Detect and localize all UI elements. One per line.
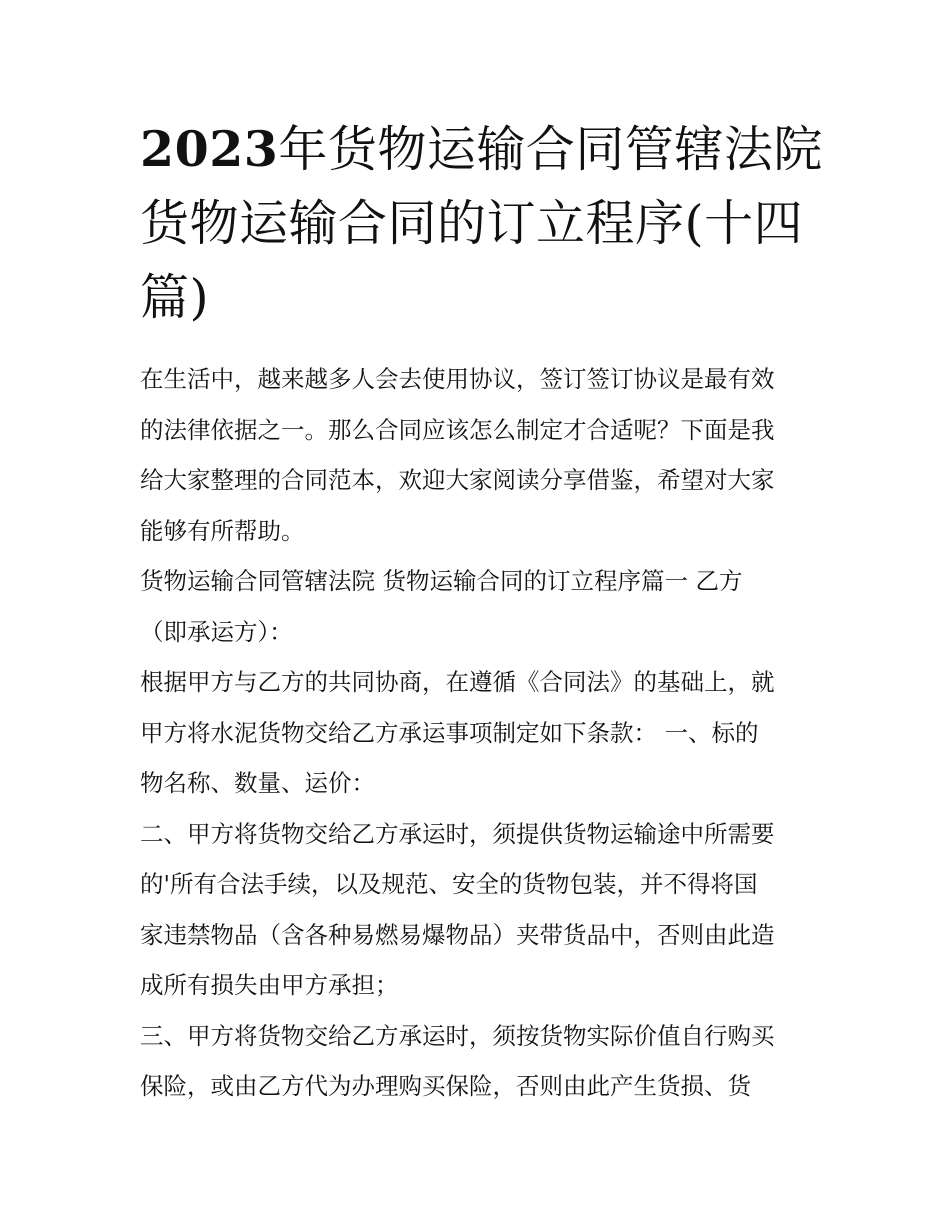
body-line: 的法律依据之一。那么合同应该怎么制定才合适呢？下面是我 [140,415,775,444]
body-line: 能够有所帮助。 [140,516,305,545]
body-line: 货物运输合同管辖法院 货物运输合同的订立程序篇一 乙方 [140,567,743,595]
title-text: 篇) [140,269,210,326]
body-line: 家违禁物品（含各种易燃易爆物品）夹带货品中，否则由此造 [140,920,775,949]
title-line [140,261,830,335]
body-line: 给大家整理的合同范本，欢迎大家阅读分享借鉴，希望对大家 [140,466,775,494]
body-line: 二、甲方将货物交给乙方承运时，须提供货物运输途中所需要 [140,819,775,848]
body-line: 的'所有合法手续，以及规范、安全的货物包装，并不得将国 [140,870,758,898]
title-text: 年货物运输合同管辖法院 [278,121,823,178]
body-line: 保险，或由乙方代为办理购买保险，否则由此产生货损、货 [140,1072,751,1100]
document-title [140,112,830,335]
body-line: （即承运方）： [140,617,293,646]
title-year: 2023 [140,120,279,178]
title-line [140,187,830,261]
title-text: 货物运输合同的订立程序(十四 [140,195,804,252]
body-line: 物名称、数量、运价： [140,769,375,797]
body-line: 甲方将水泥货物交给乙方承运事项制定如下条款： 一、标的 [140,718,759,747]
body-line: 在生活中，越来越多人会去使用协议，签订签订协议是最有效 [140,365,775,393]
body-line: 三、甲方将货物交给乙方承运时，须按货物实际价值自行购买 [140,1021,775,1050]
body-line: 根据甲方与乙方的共同协商，在遵循《合同法》的基础上，就 [140,668,775,696]
body-line: 成所有损失由甲方承担； [140,971,399,999]
title-line [140,112,830,187]
document-body [140,354,830,1112]
